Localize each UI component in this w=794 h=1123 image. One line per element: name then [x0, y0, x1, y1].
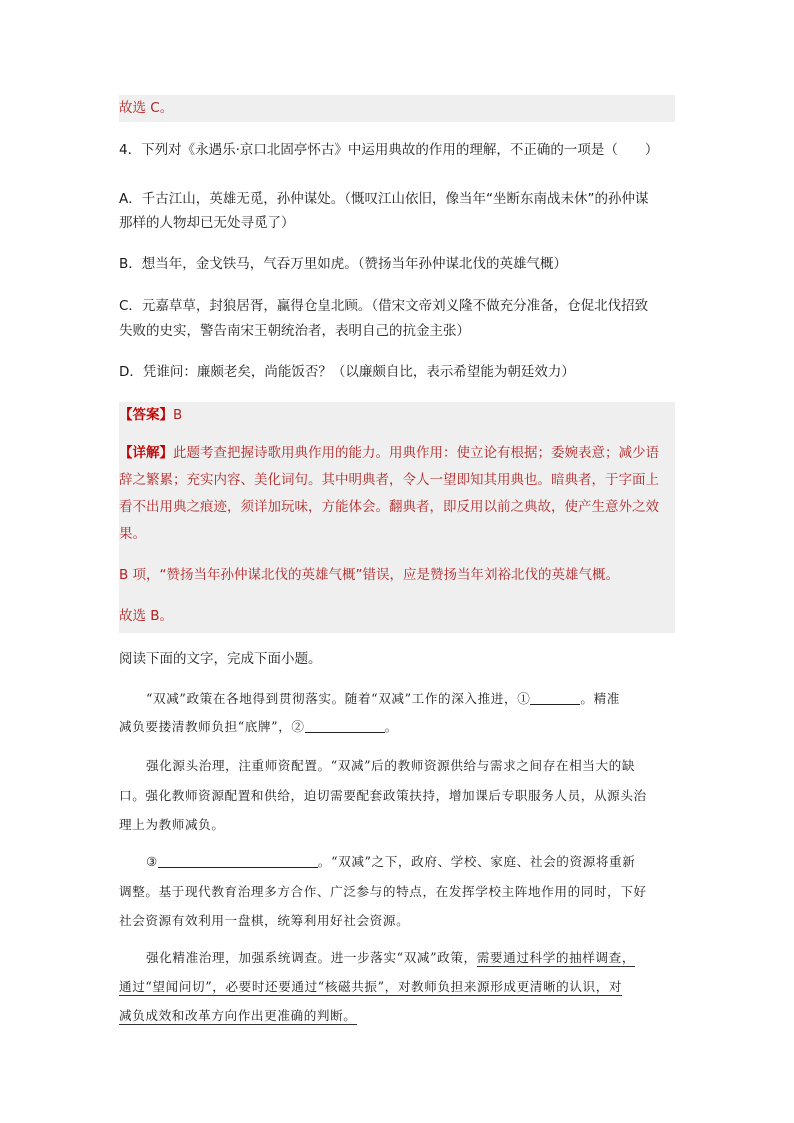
prev-answer-text: 故选 C。 — [119, 100, 174, 116]
detail-line1 — [119, 443, 679, 463]
p4-line1 — [146, 948, 706, 968]
p3-line1 — [146, 852, 706, 872]
p4-line2-underlined: 通过“望闻问切”，必要时还要通过“核磁共振”，对教师负担来源形成更清晰的认识，对 — [119, 979, 623, 994]
blank-3 — [158, 853, 318, 868]
p1-line1-end: 。精准 — [580, 691, 620, 706]
p3-line1-end: 。“双减”之下，政府、学校、家庭、社会的资源将重新 — [317, 854, 636, 869]
p4-line3-underlined: 减负成效和改革方向作出更准确的判断。 — [119, 1008, 357, 1023]
option-c-line2: 失败的史实，警告南宋王朝统治者，表明自己的抗金主张） — [119, 323, 470, 339]
option-d: D．凭谁问：廉颇老矣，尚能饭否？（以廉颇自比，表示希望能为朝廷效力） — [119, 364, 575, 380]
p3-line3: 社会资源有效利用一盘棋，统筹利用好社会资源。 — [119, 913, 410, 928]
p1-line2-text: 减负要搂清教师负担“底牌”，② — [119, 719, 305, 734]
option-a-line1: A．千古江山，英雄无觅，孙仲谋处。（慨叹江山依旧，像当年“坐断东南战未休”的孙仲谋 — [119, 191, 649, 207]
p1-line2 — [119, 717, 679, 737]
solution-conclusion: 故选 B。 — [119, 608, 174, 624]
option-a-line2: 那样的人物却已无处寻觅了） — [119, 215, 295, 231]
p1-line1 — [146, 689, 706, 709]
detail-line3: 看不出用典之痕迹，须详加玩味，方能体会。翻典者，即反用以前之典故，使产生意外之效 — [119, 499, 659, 515]
p4-line2 — [119, 977, 679, 997]
p3-line2: 调整。基于现代教育治理多方合作、广泛参与的特点，在发挥学校主阵地作用的同时，下好 — [119, 884, 647, 899]
question-stem: 4．下列对《永遇乐·京口北固亭怀古》中运用典故的作用的理解，不正确的一项是（ ） — [119, 142, 659, 158]
p1-line2-end: 。 — [384, 719, 398, 734]
answer-line — [119, 405, 679, 425]
option-b: B．想当年，金戈铁马，气吞万里如虎。（赞扬当年孙仲谋北伐的英雄气概） — [119, 256, 568, 272]
p3-line1-start: ③ — [146, 854, 158, 869]
p4-line1-underlined: 需要通过科学的抽样调查， — [476, 950, 636, 965]
p2-line1: 强化源头治理，注重师资配置。“双减”后的教师资源供给与需求之间存在相当大的缺 — [146, 758, 636, 773]
p4-line1-plain: 强化精准治理，加强系统调查。进一步落实“双减”政策， — [146, 950, 477, 965]
solution-explain: B 项，“赞扬当年孙仲谋北伐的英雄气概”错误，应是赞扬当年刘裕北伐的英雄气概。 — [119, 567, 620, 583]
blank-1 — [530, 690, 580, 705]
p4-line3 — [119, 1006, 679, 1026]
blank-2 — [305, 718, 385, 733]
p2-line2: 口。强化教师资源配置和供给，迫切需要配套政策扶持，增加课后专职服务人员，从源头治 — [119, 788, 647, 803]
detail-line2: 辞之繁累；充实内容、美化词句。其中明典者，令人一望即知其用典也。暗典者，于字面上 — [119, 472, 659, 488]
solution-shade — [119, 402, 675, 633]
answer-tag: 【答案】 — [119, 407, 173, 423]
p2-line3: 理上为教师减负。 — [119, 817, 225, 832]
option-c-line1: C．元嘉草草，封狼居胥，赢得仓皇北顾。（借宋文帝刘义隆不做充分准备，仓促北伐招致 — [119, 298, 649, 314]
reading-instruction: 阅读下面的文字，完成下面小题。 — [119, 651, 322, 667]
detail-tag: 【详解】 — [119, 445, 173, 461]
detail-text1: 此题考查把握诗歌用典作用的能力。用典作用：使立论有根据；委婉表意；减少语 — [173, 445, 659, 461]
answer-value: B — [173, 407, 183, 423]
p1-line1-text: “双减”政策在各地得到贯彻落实。随着“双减”工作的深入推进，① — [146, 691, 531, 706]
detail-line4: 果。 — [119, 526, 146, 542]
